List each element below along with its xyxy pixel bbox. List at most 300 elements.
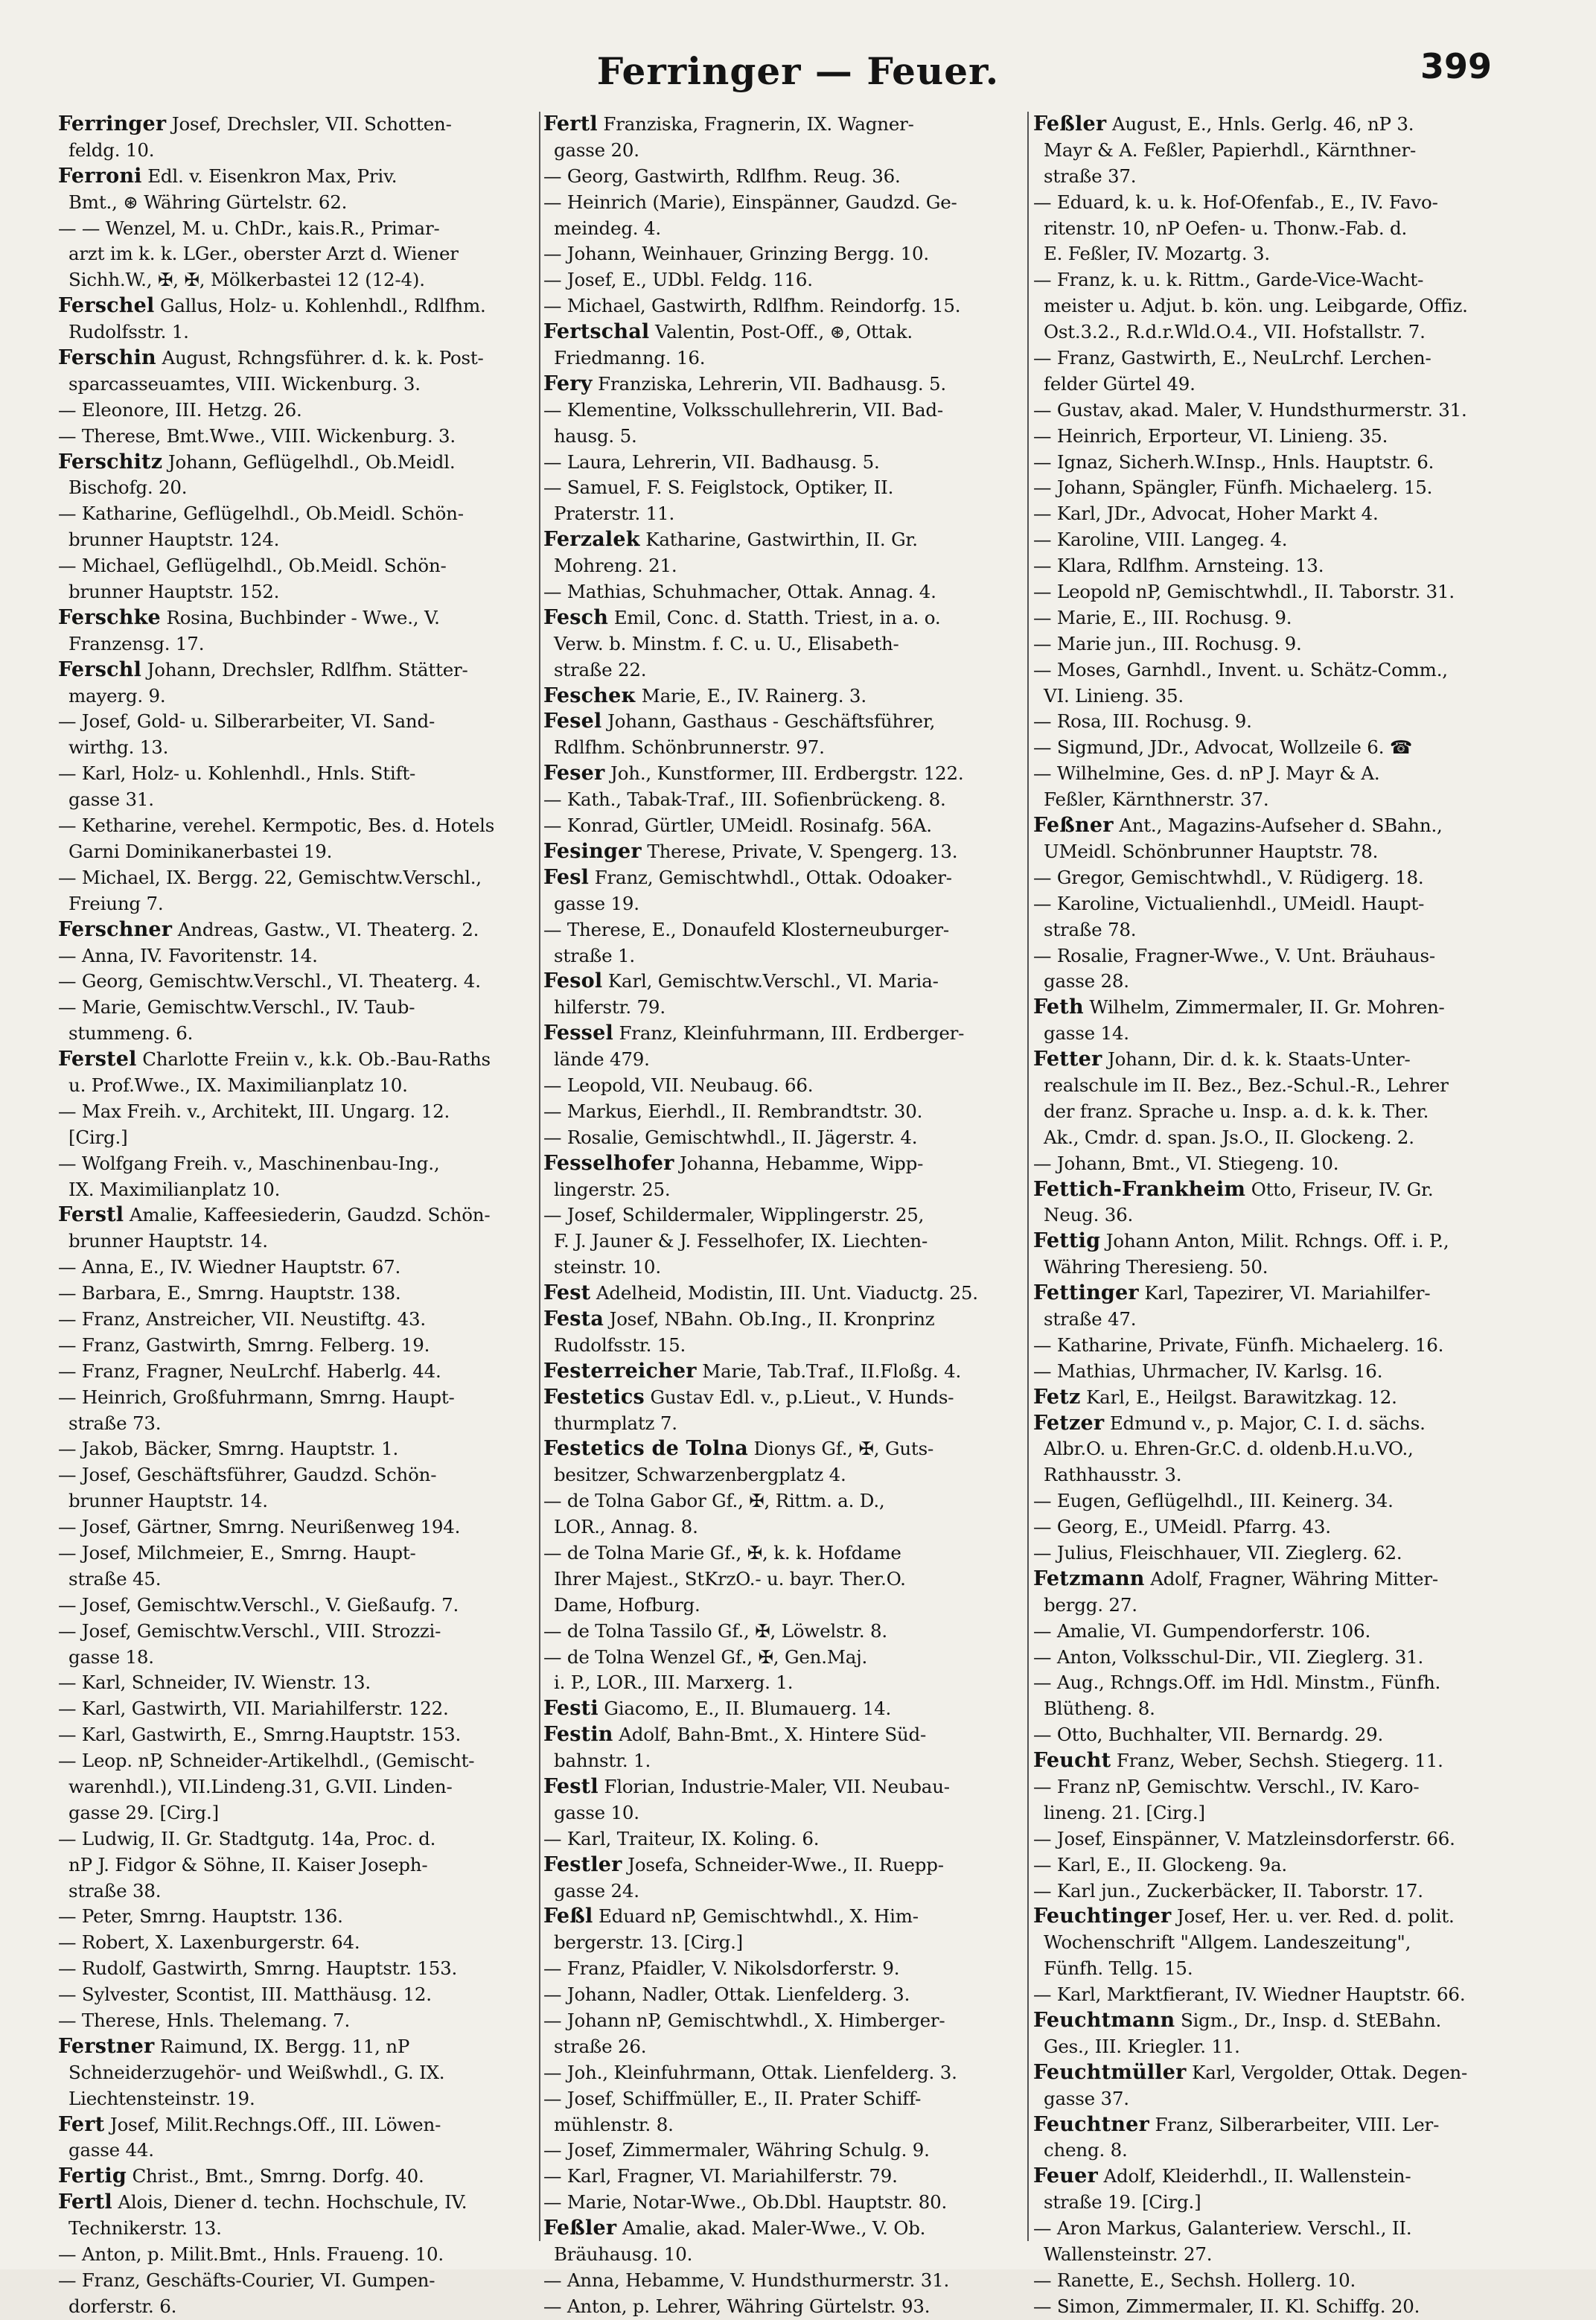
surname-heading: Feuer bbox=[1033, 2164, 1098, 2188]
surname-heading: Festler bbox=[543, 1852, 622, 1876]
page-number: 399 bbox=[1420, 46, 1492, 86]
entry-line: — Leop. nP, Schneider-Artikelhdl., (Gemischt- bbox=[58, 1750, 475, 1772]
entry-line: F. J. Jauner & J. Fesselhofer, IX. Liechten- bbox=[554, 1230, 928, 1252]
entry-text: Valentin, Post-Off., ⊛, Ottak. bbox=[649, 321, 913, 343]
entry-line: — Franz, Pfaidler, V. Nikolsdorferstr. 9. bbox=[543, 1957, 900, 1980]
surname-heading: Feser bbox=[543, 762, 605, 785]
entry-line: Neug. 36. bbox=[1044, 1204, 1134, 1226]
entry-line: straße 19. [Cirg.] bbox=[1044, 2191, 1201, 2214]
entry-line: gasse 24. bbox=[554, 1879, 639, 1902]
surname-heading: Fesselhofer bbox=[543, 1151, 674, 1175]
surname-heading: Fetz bbox=[1033, 1385, 1081, 1409]
entry-line: Ak., Cmdr. d. span. Js.O., II. Glockeng. 2. bbox=[1044, 1126, 1414, 1148]
directory-columns bbox=[58, 112, 1510, 2317]
entry-line: bergg. 27. bbox=[1044, 1593, 1137, 1616]
entry-line: — Jakob, Bäcker, Smrng. Hauptstr. 1. bbox=[58, 1438, 399, 1460]
entry-line: — Robert, X. Laxenburgerstr. 64. bbox=[58, 1931, 360, 1954]
entry-line: — — Wenzel, M. u. ChDr., kais.R., Primar- bbox=[58, 217, 440, 239]
surname-heading: Fescheк bbox=[543, 683, 636, 707]
entry-line: Rudolfsstr. 1. bbox=[68, 321, 189, 343]
entry-line bbox=[1033, 813, 1510, 839]
entry-line: — Marie, Notar-Wwe., Ob.Dbl. Hauptstr. 80. bbox=[543, 2191, 948, 2214]
entry-line: — Rosa, III. Rochusg. 9. bbox=[1033, 710, 1252, 733]
entry-line: stummeng. 6. bbox=[68, 1022, 194, 1045]
surname-heading: Fessel bbox=[543, 1022, 613, 1045]
entry-line: — Georg, E., UMeidl. Pfarrg. 43. bbox=[1033, 1516, 1331, 1538]
entry-text: Josefa, Schneider-Wwe., II. Ruepp- bbox=[622, 1853, 944, 1876]
entry-line: straße 47. bbox=[1044, 1307, 1137, 1330]
entry-text: Franziska, Lehrerin, VII. Badhausg. 5. bbox=[592, 372, 946, 395]
entry-line: — Franz, Anstreicher, VII. Neustiftg. 43. bbox=[58, 1307, 426, 1330]
entry-line: brunner Hauptstr. 14. bbox=[68, 1230, 268, 1252]
entry-text: Johann, Dir. d. k. k. Staats-Unter- bbox=[1102, 1048, 1411, 1071]
entry-line: — Karl, JDr., Advocat, Hoher Markt 4. bbox=[1033, 503, 1379, 525]
surname-heading: Fesel bbox=[543, 710, 602, 733]
entry-line: brunner Hauptstr. 14. bbox=[68, 1490, 268, 1512]
entry-line: Technikerstr. 13. bbox=[68, 2217, 222, 2240]
entry-text: Franz, Gemischtwhdl., Ottak. Odoaker- bbox=[589, 866, 952, 888]
entry-text: August, E., Hnls. Gerlg. 46, nP 3. bbox=[1106, 113, 1414, 135]
surname-heading: Ferroni bbox=[58, 164, 142, 188]
entry-line: Garni Dominikanerbastei 19. bbox=[68, 840, 333, 862]
entry-line: — Max Freih. v., Architekt, III. Ungarg. 12. bbox=[58, 1100, 450, 1122]
entry-line: — Peter, Smrng. Hauptstr. 136. bbox=[58, 1905, 343, 1928]
entry-line bbox=[1033, 1047, 1510, 1073]
entry-line: — Karl, Gastwirth, VII. Mariahilferstr. 122. bbox=[58, 1698, 449, 1720]
entry-line: — Joh., Kleinfuhrmann, Ottak. Lienfelderg. 3. bbox=[543, 2061, 957, 2083]
entry-line: — Heinrich (Marie), Einspänner, Gaudzd. Ge- bbox=[543, 191, 957, 213]
entry-line: gasse 14. bbox=[1044, 1022, 1129, 1045]
entry-line: Albr.O. u. Ehren-Gr.C. d. oldenb.H.u.VO., bbox=[1044, 1438, 1414, 1460]
surname-heading: Ferstner bbox=[58, 2034, 155, 2058]
entry-line: straße 26. bbox=[554, 2035, 647, 2057]
entry-line: straße 22. bbox=[554, 658, 647, 681]
entry-line: felder Gürtel 49. bbox=[1044, 372, 1196, 395]
entry-line: — Ketharine, verehel. Kermpotic, Bes. d. Hotels bbox=[58, 815, 495, 837]
entry-line: [Cirg.] bbox=[68, 1126, 128, 1148]
entry-line: mühlenstr. 8. bbox=[554, 2113, 674, 2135]
entry-line: gasse 20. bbox=[554, 138, 639, 161]
entry-line: — Franz, Geschäfts-Courier, VI. Gumpen- bbox=[58, 2269, 435, 2291]
entry-line: Fünfh. Tellg. 15. bbox=[1044, 1957, 1193, 1980]
entry-line bbox=[543, 112, 1024, 138]
entry-line: arzt im k. k. LGer., oberster Arzt d. Wiener bbox=[68, 243, 459, 265]
entry-line: Liechtensteinstr. 19. bbox=[68, 2087, 255, 2109]
surname-heading: Festetics de Tolna bbox=[543, 1437, 748, 1461]
entry-line: — Sigmund, JDr., Advocat, Wollzeile 6. ☎ bbox=[1033, 736, 1413, 759]
entry-line: sparcasseuamtes, VIII. Wickenburg. 3. bbox=[68, 372, 421, 395]
entry-text: Johann, Gasthaus - Geschäftsführer, bbox=[601, 710, 936, 733]
surname-heading: Feuchtmann bbox=[1033, 2009, 1175, 2033]
surname-heading: Festi bbox=[543, 1697, 598, 1721]
entry-line bbox=[543, 709, 1024, 735]
entry-text: Adolf, Kleiderhdl., II. Wallenstein- bbox=[1097, 2165, 1411, 2187]
entry-text: Josef, NBahn. Ob.Ing., II. Kronprinz bbox=[604, 1307, 935, 1330]
surname-heading: Fesch bbox=[543, 605, 609, 629]
surname-heading: Fest bbox=[543, 1281, 591, 1305]
entry-text: Johanna, Hebamme, Wipp- bbox=[674, 1152, 924, 1174]
entry-line bbox=[543, 1436, 1024, 1462]
entry-line: Wochenschrift "Allgem. Landeszeitung", bbox=[1044, 1931, 1411, 1954]
surname-heading: Ferstl bbox=[58, 1203, 124, 1227]
surname-heading: Fertschal bbox=[543, 320, 650, 344]
entry-text: Wilhelm, Zimmermaler, II. Gr. Mohren- bbox=[1083, 996, 1445, 1019]
entry-text: Joh., Kunstformer, III. Erdbergstr. 122. bbox=[604, 762, 964, 785]
entry-line: Rdlfhm. Schönbrunnerstr. 97. bbox=[554, 736, 825, 759]
entry-line: — Franz, Fragner, NeuLrchf. Haberlg. 44. bbox=[58, 1360, 441, 1382]
surname-heading: Feucht bbox=[1033, 1749, 1111, 1773]
entry-text: Franziska, Fragnerin, IX. Wagner- bbox=[597, 113, 914, 135]
entry-line: gasse 29. [Cirg.] bbox=[68, 1801, 219, 1823]
entry-line: — Aron Markus, Galanteriew. Verschl., II. bbox=[1033, 2217, 1412, 2240]
entry-line bbox=[543, 839, 1024, 865]
entry-line: Ost.3.2., R.d.r.Wld.O.4., VII. Hofstallstr. 7. bbox=[1044, 321, 1426, 343]
entry-text: Marie, Tab.Traf., II.Floßg. 4. bbox=[696, 1360, 962, 1382]
entry-line: — Josef, Gemischtw.Verschl., V. Gießaufg. 7. bbox=[58, 1593, 459, 1616]
entry-line: warenhdl.), VII.Lindeng.31, G.VII. Linden- bbox=[68, 1776, 453, 1797]
entry-line: — Josef, Zimmermaler, Währing Schulg. 9. bbox=[543, 2139, 930, 2161]
entry-line: lingerstr. 25. bbox=[554, 1178, 671, 1200]
entry-text: Franz, Weber, Sechsh. Stiegerg. 11. bbox=[1111, 1750, 1443, 1772]
entry-line: — Josef, Gemischtw.Verschl., VIII. Strozzi- bbox=[58, 1619, 441, 1642]
entry-line bbox=[543, 1359, 1024, 1385]
entry-line bbox=[543, 1151, 1024, 1177]
surname-heading: Ferstel bbox=[58, 1048, 137, 1071]
entry-line: Ges., III. Kriegler. 11. bbox=[1044, 2035, 1240, 2057]
entry-text: Adelheid, Modistin, III. Unt. Viaductg. 25. bbox=[590, 1282, 978, 1304]
entry-line: — Josef, Schildermaler, Wipplingerstr. 25, bbox=[543, 1204, 925, 1226]
entry-line: — Karl, Marktfierant, IV. Wiedner Hauptstr. 66. bbox=[1033, 1983, 1466, 2006]
surname-heading: Fettinger bbox=[1033, 1281, 1139, 1305]
surname-heading: Ferschitz bbox=[58, 450, 163, 474]
entry-text: Josef, Drechsler, VII. Schotten- bbox=[166, 113, 452, 135]
entry-line: — Rudolf, Gastwirth, Smrng. Hauptstr. 153. bbox=[58, 1957, 458, 1980]
entry-line bbox=[1033, 112, 1510, 138]
surname-heading: Ferringer bbox=[58, 112, 167, 136]
entry-line: lineng. 21. [Cirg.] bbox=[1044, 1801, 1205, 1823]
entry-line: — Georg, Gemischtw.Verschl., VI. Theaterg. 4. bbox=[58, 970, 481, 992]
surname-heading: Fetzer bbox=[1033, 1411, 1105, 1435]
entry-line: Verw. b. Minstm. f. C. u. U., Elisabeth- bbox=[554, 632, 899, 654]
entry-line bbox=[1033, 1567, 1510, 1593]
surname-heading: Festa bbox=[543, 1307, 604, 1331]
entry-line: — Therese, Hnls. Thelemang. 7. bbox=[58, 2010, 351, 2032]
entry-line bbox=[543, 761, 1024, 787]
entry-line: — Josef, Schiffmüller, E., II. Prater Schiff- bbox=[543, 2087, 922, 2109]
entry-line: Friedmanng. 16. bbox=[554, 347, 706, 369]
entry-line: realschule im II. Bez., Bez.-Schul.-R., Lehrer bbox=[1044, 1074, 1449, 1096]
entry-line: — Klementine, Volksschullehrerin, VII. Bad- bbox=[543, 398, 943, 421]
entry-text: Gustav Edl. v., p.Lieut., V. Hunds- bbox=[644, 1386, 954, 1408]
entry-text: Karl, Vergolder, Ottak. Degen- bbox=[1186, 2061, 1468, 2083]
entry-line bbox=[58, 1047, 534, 1073]
surname-heading: Fert bbox=[58, 2112, 105, 2136]
entry-line bbox=[543, 1904, 1024, 1930]
entry-line: — Otto, Buchhalter, VII. Bernardg. 29. bbox=[1033, 1724, 1384, 1746]
entry-line: — Josef, Einspänner, V. Matzleinsdorferstr. 66. bbox=[1033, 1827, 1455, 1849]
entry-line: — Karoline, VIII. Langeg. 4. bbox=[1033, 529, 1288, 551]
entry-line: Bischofg. 20. bbox=[68, 477, 188, 499]
entry-text: Adolf, Fragner, Währing Mitter- bbox=[1144, 1567, 1438, 1590]
entry-text: Emil, Conc. d. Statth. Triest, in a. o. bbox=[608, 606, 941, 628]
entry-line: straße 38. bbox=[68, 1879, 162, 1902]
surname-heading: Fertig bbox=[58, 2164, 127, 2188]
entry-text: Charlotte Freiin v., k.k. Ob.-Bau-Raths bbox=[136, 1048, 491, 1071]
entry-line: — de Tolna Gabor Gf., ✠, Rittm. a. D., bbox=[543, 1490, 885, 1512]
surname-heading: Fetzmann bbox=[1033, 1567, 1145, 1590]
entry-line: — Katharine, Private, Fünfh. Michaelerg. 16. bbox=[1033, 1333, 1444, 1356]
entry-line: Dame, Hofburg. bbox=[554, 1593, 700, 1616]
entry-line: — Josef, Geschäftsführer, Gaudzd. Schön- bbox=[58, 1464, 437, 1486]
entry-line: Freiung 7. bbox=[68, 892, 164, 914]
surname-heading: Fetter bbox=[1033, 1048, 1102, 1071]
entry-line bbox=[58, 450, 534, 476]
entry-text: Therese, Private, V. Spengerg. 13. bbox=[641, 840, 958, 862]
entry-line: — Markus, Eierhdl., II. Rembrandtstr. 30. bbox=[543, 1100, 923, 1122]
entry-line: — Marie, Gemischtw.Verschl., IV. Taub- bbox=[58, 996, 415, 1019]
entry-line: UMeidl. Schönbrunner Hauptstr. 78. bbox=[1044, 840, 1379, 862]
entry-line: — Johann, Spängler, Fünfh. Michaelerg. 15. bbox=[1033, 477, 1433, 499]
entry-line: Ihrer Majest., StKrzO.- u. bayr. Ther.O. bbox=[554, 1567, 906, 1590]
entry-line: — Gustav, akad. Maler, V. Hundsthurmerstr. 31. bbox=[1033, 398, 1467, 421]
entry-line: Mayr & A. Feßler, Papierhdl., Kärnthner- bbox=[1044, 138, 1417, 161]
entry-line: i. P., LOR., III. Marxerg. 1. bbox=[554, 1672, 794, 1694]
entry-text: Otto, Friseur, IV. Gr. bbox=[1245, 1178, 1434, 1200]
entry-line: VI. Linieng. 35. bbox=[1044, 684, 1184, 707]
column-1 bbox=[58, 112, 534, 2317]
entry-line bbox=[543, 1021, 1024, 1047]
entry-line: LOR., Annag. 8. bbox=[554, 1516, 698, 1538]
entry-line: — Ignaz, Sicherh.W.Insp., Hnls. Hauptstr. 6. bbox=[1033, 450, 1434, 473]
surname-heading: Fettich-Frankheim bbox=[1033, 1177, 1246, 1201]
entry-line: Blütheng. 8. bbox=[1044, 1698, 1155, 1720]
entry-line: Feßler, Kärnthnerstr. 37. bbox=[1044, 788, 1269, 811]
entry-line: der franz. Sprache u. Insp. a. d. k. k. Ther. bbox=[1044, 1100, 1429, 1122]
entry-line: — Ranette, E., Sechsh. Hollerg. 10. bbox=[1033, 2269, 1356, 2291]
surname-heading: Fesinger bbox=[543, 839, 642, 863]
entry-line bbox=[543, 2216, 1024, 2242]
entry-line: — Anna, Hebamme, V. Hundsthurmerstr. 31. bbox=[543, 2269, 950, 2291]
entry-line bbox=[543, 865, 1024, 891]
entry-text: Gallus, Holz- u. Kohlenhdl., Rdlfhm. bbox=[154, 295, 486, 317]
entry-text: Ant., Magazins-Aufseher d. SBahn., bbox=[1113, 815, 1443, 837]
entry-line: gasse 19. bbox=[554, 892, 639, 914]
entry-line: — Karoline, Victualienhdl., UMeidl. Haupt- bbox=[1033, 892, 1425, 914]
entry-line: — Leopold nP, Gemischtwhdl., II. Taborstr. 31. bbox=[1033, 581, 1455, 603]
entry-line: meister u. Adjut. b. kön. ung. Leibgarde, Offiz. bbox=[1044, 295, 1468, 317]
entry-line: — Karl jun., Zuckerbäcker, II. Taborstr. 17. bbox=[1033, 1879, 1423, 1902]
entry-text: Eduard nP, Gemischtwhdl., X. Him- bbox=[593, 1905, 919, 1928]
entry-line: — Josef, Milchmeier, E., Smrng. Haupt- bbox=[58, 1541, 416, 1564]
entry-text: Adolf, Bahn-Bmt., X. Hintere Süd- bbox=[613, 1724, 927, 1746]
entry-line bbox=[58, 112, 534, 138]
surname-heading: Festl bbox=[543, 1775, 598, 1798]
entry-text: August, Rchngsführer. d. k. k. Post- bbox=[156, 347, 484, 369]
entry-line: — Therese, E., Donaufeld Klosterneuburger- bbox=[543, 918, 949, 940]
entry-line: ritenstr. 10, nP Oefen- u. Thonw.-Fab. d. bbox=[1044, 217, 1408, 239]
entry-line: gasse 31. bbox=[68, 788, 154, 811]
entry-line: Wallensteinstr. 27. bbox=[1044, 2243, 1213, 2266]
entry-line: — Josef, Gold- u. Silberarbeiter, VI. Sand- bbox=[58, 710, 435, 733]
entry-line bbox=[1033, 2060, 1510, 2086]
entry-text: Franz, Silberarbeiter, VIII. Ler- bbox=[1149, 2113, 1440, 2135]
entry-line: Bräuhausg. 10. bbox=[554, 2243, 693, 2266]
entry-line: — Samuel, F. S. Feiglstock, Optiker, II. bbox=[543, 477, 894, 499]
entry-line: — Anna, IV. Favoritenstr. 14. bbox=[58, 944, 318, 966]
entry-line bbox=[1033, 1904, 1510, 1930]
entry-line: — Johann, Weinhauer, Grinzing Bergg. 10. bbox=[543, 243, 929, 265]
entry-line: — Franz, Gastwirth, E., NeuLrchf. Lerchen- bbox=[1033, 347, 1431, 369]
entry-line: — Mathias, Uhrmacher, IV. Karlsg. 16. bbox=[1033, 1360, 1383, 1382]
surname-heading: Ferschl bbox=[58, 657, 142, 681]
entry-line: — Michael, Gastwirth, Rdlfhm. Reindorfg. 15. bbox=[543, 295, 961, 317]
entry-line: gasse 28. bbox=[1044, 970, 1129, 992]
entry-text: Rosina, Buchbinder - Wwe., V. bbox=[160, 606, 440, 628]
surname-heading: Fesl bbox=[543, 865, 590, 889]
entry-line bbox=[58, 164, 534, 190]
entry-line bbox=[58, 2190, 534, 2216]
entry-line: — Franz, Gastwirth, Smrng. Felberg. 19. bbox=[58, 1333, 430, 1356]
entry-line: — Franz nP, Gemischtw. Verschl., IV. Karo- bbox=[1033, 1776, 1420, 1797]
entry-line: — Amalie, VI. Gumpendorferstr. 106. bbox=[1033, 1619, 1371, 1642]
entry-line: steinstr. 10. bbox=[554, 1256, 661, 1278]
entry-line bbox=[58, 917, 534, 943]
surname-heading: Feßler bbox=[543, 2217, 617, 2240]
entry-text: Giacomo, E., II. Blumauerg. 14. bbox=[598, 1698, 892, 1720]
entry-line: — Klara, Rdlfhm. Arnsteing. 13. bbox=[1033, 555, 1324, 577]
entry-text: Raimund, IX. Bergg. 11, nP bbox=[154, 2035, 410, 2057]
entry-line bbox=[543, 1281, 1024, 1307]
entry-line: — Eleonore, III. Hetzg. 26. bbox=[58, 398, 302, 421]
entry-line: brunner Hauptstr. 124. bbox=[68, 529, 280, 551]
surname-heading: Fertl bbox=[58, 2190, 112, 2214]
entry-line bbox=[543, 1722, 1024, 1748]
entry-text: Christ., Bmt., Smrng. Dorfg. 40. bbox=[126, 2165, 424, 2187]
entry-line bbox=[1033, 2164, 1510, 2190]
entry-line: — Rosalie, Fragner-Wwe., V. Unt. Bräuhaus- bbox=[1033, 944, 1435, 966]
entry-text: Edmund v., p. Major, C. I. d. sächs. bbox=[1104, 1412, 1426, 1434]
entry-line bbox=[58, 345, 534, 372]
entry-line bbox=[58, 1202, 534, 1228]
entry-line bbox=[58, 293, 534, 319]
entry-text: Franz, Kleinfuhrmann, III. Erdberger- bbox=[613, 1022, 965, 1045]
surname-heading: Fettig bbox=[1033, 1229, 1101, 1253]
entry-line bbox=[1033, 1228, 1510, 1255]
entry-line: — Wilhelmine, Ges. d. nP J. Mayr & A. bbox=[1033, 762, 1380, 785]
entry-text: Edl. v. Eisenkron Max, Priv. bbox=[141, 165, 398, 187]
entry-line: — Sylvester, Scontist, III. Matthäusg. 12. bbox=[58, 1983, 432, 2006]
entry-line: u. Prof.Wwe., IX. Maximilianplatz 10. bbox=[68, 1074, 408, 1096]
entry-line: bahnstr. 1. bbox=[554, 1750, 651, 1772]
surname-heading: Fertl bbox=[543, 112, 598, 136]
entry-line: — Josef, Gärtner, Smrng. Neurißenweg 194. bbox=[58, 1516, 461, 1538]
entry-line bbox=[1033, 2112, 1510, 2138]
entry-line: gasse 37. bbox=[1044, 2087, 1129, 2109]
entry-line: — de Tolna Tassilo Gf., ✠, Löwelstr. 8. bbox=[543, 1619, 888, 1642]
entry-line: — Georg, Gastwirth, Rdlfhm. Reug. 36. bbox=[543, 165, 901, 187]
entry-line: — Anna, E., IV. Wiedner Hauptstr. 67. bbox=[58, 1256, 401, 1278]
entry-line: straße 45. bbox=[68, 1567, 162, 1590]
entry-line bbox=[543, 319, 1024, 345]
entry-line: — Anton, p. Milit.Bmt., Hnls. Fraueng. 10. bbox=[58, 2243, 444, 2266]
surname-heading: Feßl bbox=[543, 1905, 593, 1928]
entry-line: Rudolfsstr. 15. bbox=[554, 1333, 686, 1356]
entry-text: Amalie, Kaffeesiederin, Gaudzd. Schön- bbox=[124, 1204, 491, 1226]
surname-heading: Ferschke bbox=[58, 605, 161, 629]
entry-line: hausg. 5. bbox=[554, 424, 637, 447]
entry-line: gasse 10. bbox=[554, 1801, 639, 1823]
entry-line: cheng. 8. bbox=[1044, 2139, 1128, 2161]
entry-line: — Julius, Fleischhauer, VII. Zieglerg. 62. bbox=[1033, 1541, 1402, 1564]
entry-line bbox=[543, 1852, 1024, 1878]
entry-line: — Rosalie, Gemischtwhdl., II. Jägerstr. 4. bbox=[543, 1126, 918, 1148]
entry-line: — Karl, Traiteur, IX. Koling. 6. bbox=[543, 1827, 820, 1849]
entry-line bbox=[1033, 1385, 1510, 1411]
entry-line bbox=[543, 372, 1024, 398]
entry-line: — Gregor, Gemischtwhdl., V. Rüdigerg. 18. bbox=[1033, 866, 1424, 888]
surname-heading: Feßler bbox=[1033, 112, 1107, 136]
entry-line bbox=[1033, 995, 1510, 1021]
entry-line bbox=[58, 2034, 534, 2060]
entry-line bbox=[543, 1696, 1024, 1722]
surname-heading: Fery bbox=[543, 372, 593, 395]
surname-heading: Ferschel bbox=[58, 294, 155, 318]
entry-line: — Johann nP, Gemischtwhdl., X. Himberger- bbox=[543, 2010, 945, 2032]
surname-heading: Fesol bbox=[543, 969, 603, 993]
entry-text: Andreas, Gastw., VI. Theaterg. 2. bbox=[172, 918, 479, 940]
entry-line: — Simon, Zimmermaler, II. Kl. Schiffg. 20. bbox=[1033, 2295, 1420, 2317]
surname-heading: Ferzalek bbox=[543, 528, 640, 552]
entry-line: — Johann, Nadler, Ottak. Lienfelderg. 3. bbox=[543, 1983, 910, 2006]
entry-line bbox=[543, 1307, 1024, 1333]
entry-line bbox=[1033, 1748, 1510, 1774]
column-3 bbox=[1033, 112, 1510, 2317]
entry-line: Rathhausstr. 3. bbox=[1044, 1464, 1182, 1486]
entry-text: Josef, Her. u. ver. Red. d. polit. bbox=[1171, 1905, 1455, 1928]
surname-heading: Festetics bbox=[543, 1385, 645, 1409]
entry-line: — Karl, Gastwirth, E., Smrng.Hauptstr. 153. bbox=[58, 1724, 462, 1746]
entry-line: Schneiderzugehör- und Weißwhdl., G. IX. bbox=[68, 2061, 445, 2083]
entry-line: thurmplatz 7. bbox=[554, 1412, 677, 1434]
entry-text: Amalie, akad. Maler-Wwe., V. Ob. bbox=[616, 2217, 926, 2240]
entry-line: IX. Maximilianplatz 10. bbox=[68, 1178, 281, 1200]
entry-text: Florian, Industrie-Maler, VII. Neubau- bbox=[598, 1776, 950, 1797]
entry-line: — de Tolna Marie Gf., ✠, k. k. Hofdame bbox=[543, 1541, 901, 1564]
entry-text: Josef, Milit.Rechngs.Off., III. Löwen- bbox=[104, 2113, 441, 2135]
entry-line: — Katharine, Geflügelhdl., Ob.Meidl. Schön- bbox=[58, 503, 464, 525]
entry-line: — Anton, p. Lehrer, Währing Gürtelstr. 93. bbox=[543, 2295, 931, 2317]
entry-line: meindeg. 4. bbox=[554, 217, 661, 239]
surname-heading: Feßner bbox=[1033, 814, 1114, 838]
entry-text: Karl, Gemischtw.Verschl., VI. Maria- bbox=[602, 970, 939, 992]
entry-text: Dionys Gf., ✠, Guts- bbox=[747, 1438, 934, 1460]
entry-line: Bmt., ⊛ Währing Gürtelstr. 62. bbox=[68, 191, 348, 213]
column-2 bbox=[543, 112, 1024, 2317]
surname-heading: Festin bbox=[543, 1723, 613, 1747]
entry-line: — Moses, Garnhdl., Invent. u. Schätz-Comm., bbox=[1033, 658, 1448, 681]
entry-line: mayerg. 9. bbox=[68, 684, 166, 707]
entry-line: straße 78. bbox=[1044, 918, 1137, 940]
entry-line: — Leopold, VII. Neubaug. 66. bbox=[543, 1074, 814, 1096]
entry-line: Praterstr. 11. bbox=[554, 503, 675, 525]
entry-line: Mohreng. 21. bbox=[554, 555, 677, 577]
page-header bbox=[0, 43, 1596, 103]
entry-line: — Aug., Rchngs.Off. im Hdl. Minstm., Fünfh. bbox=[1033, 1672, 1441, 1694]
entry-line: — Marie, E., III. Rochusg. 9. bbox=[1033, 606, 1292, 628]
entry-line: — Anton, Volksschul-Dir., VII. Zieglerg. 31. bbox=[1033, 1645, 1424, 1668]
entry-line: Währing Theresieng. 50. bbox=[1044, 1256, 1268, 1278]
entry-line: — Karl, Schneider, IV. Wienstr. 13. bbox=[58, 1672, 371, 1694]
